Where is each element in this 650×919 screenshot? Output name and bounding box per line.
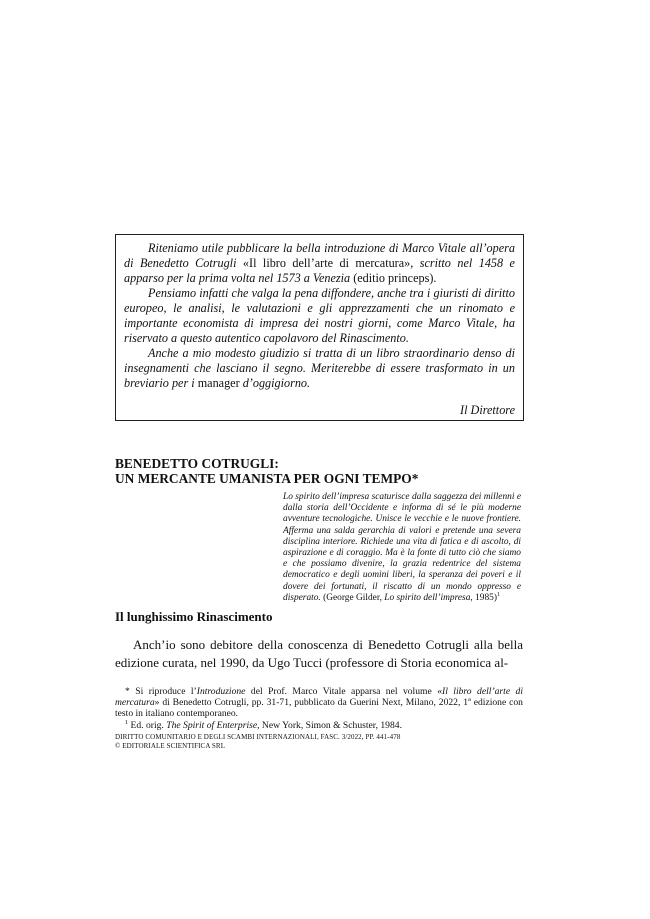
epigraph [283, 492, 521, 604]
publisher-copyright: © EDITORIALE SCIENTIFICA SRL [115, 742, 226, 750]
footnote-italic: Introduzione [196, 686, 246, 697]
body-paragraph: Anch’io sono debitore della conoscenza di Benedetto Cotrugli alla bella edizione curata, nel 1990, da Ugo Tucci (professore di Storia economica al- [115, 637, 523, 670]
editor-note-box [115, 234, 524, 421]
editor-signature: Il Direttore [460, 403, 515, 417]
article-title-line-1: BENEDETTO COTRUGLI: [115, 456, 279, 471]
footnote-text: » di Benedetto Cotrugli, pp. 31-71, pubblicato da Guerini Next, Milano, 2022, 1 [154, 697, 469, 709]
epigraph-quote: Lo spirito dell’impresa scaturisce dalla saggezza dei millenni e dalla storia dell’Occidente e informa di sé le più moderne avventure tecnologiche. Unisce le vecchie e le nuove frontiere. Afferma una salda gerarchia di valori e pretende una severa disciplina interiore. Richiede una vita di fatica e di ascolto, di aspirazione e di coraggio. Ma è la fonte di tutto ciò che siamo e che possiamo divenire, la grazia redentrice del sistema democratico e degli uomini liberi, la speranza dei poveri e il dovere dei fortunati, il riscatto di un mondo oppresso e disperato. [283, 492, 521, 603]
footnote-text: edizione con testo in italiano contemporaneo. [115, 697, 523, 720]
journal-citation: DIRITTO COMUNITARIO E DEGLI SCAMBI INTERNAZIONALI, FASC. 3/2022, PP. 441-478 [115, 733, 401, 741]
editor-note-text: d’oggigiorno. [239, 376, 311, 390]
footnote-text: , New York, Simon & Schuster, 1984. [257, 719, 402, 731]
footnote-star [115, 686, 523, 720]
footnote-1 [115, 720, 523, 731]
footnote-italic: The Spirit of Enterprise [166, 719, 258, 731]
journal-info [115, 733, 523, 751]
section-heading: Il lunghissimo Rinascimento [115, 609, 273, 624]
footnote-text: Ed. orig. [128, 719, 167, 731]
footnote-text: del Prof. Marco Vitale apparsa nel volume « [245, 686, 442, 697]
footnotes [115, 686, 523, 731]
article-title [115, 457, 535, 486]
editor-note-paragraph-3 [124, 346, 515, 391]
book-title-quote: «Il libro dell’arte di mercatura» [242, 256, 411, 270]
epigraph-year: , 1985) [470, 592, 497, 603]
editio-princeps-note: (editio princeps). [353, 271, 437, 285]
footnote-italic: Il libro dell’arte di mercatura [115, 686, 523, 709]
editor-note-paragraph-1 [124, 241, 515, 286]
editor-note-text: , scritto nel 1458 e apparso per la prima volta nel 1573 a Venezia [124, 256, 515, 285]
footnote-number: 1 [125, 718, 129, 726]
epigraph-author: (George Gilder, [323, 592, 385, 603]
epigraph-source-title: Lo spirito dell’impresa [384, 592, 471, 603]
footnote-text: * Si riproduce l’ [125, 686, 197, 697]
article-title-line-2: UN MERCANTE UMANISTA PER OGNI TEMPO* [115, 470, 419, 486]
editor-note-paragraph-2: Pensiamo infatti che valga la pena diffondere, anche tra i giuristi di diritto europeo, le analisi, le valutazioni e gli apprezzamenti che un rinomato e importante economista di impresa dei nostri giorni, come Marco Vitale, ha riservato a questo autentico capolavoro del Rinascimento. [124, 286, 515, 345]
editor-note-text: Anche a mio modesto giudizio si tratta di un libro straordinario denso di insegnamenti che lasciano il segno. Meriterebbe di essere trasformato in un breviario per i [124, 346, 515, 390]
epigraph-attribution [323, 593, 500, 603]
footnote-ref-1: 1 [496, 591, 500, 598]
editor-note-text: Riteniamo utile pubblicare la bella introduzione di Marco Vitale all’opera di Benedetto Cotrugli [124, 241, 515, 270]
manager-word: manager [197, 376, 240, 390]
footnote-superscript: a [468, 696, 471, 704]
